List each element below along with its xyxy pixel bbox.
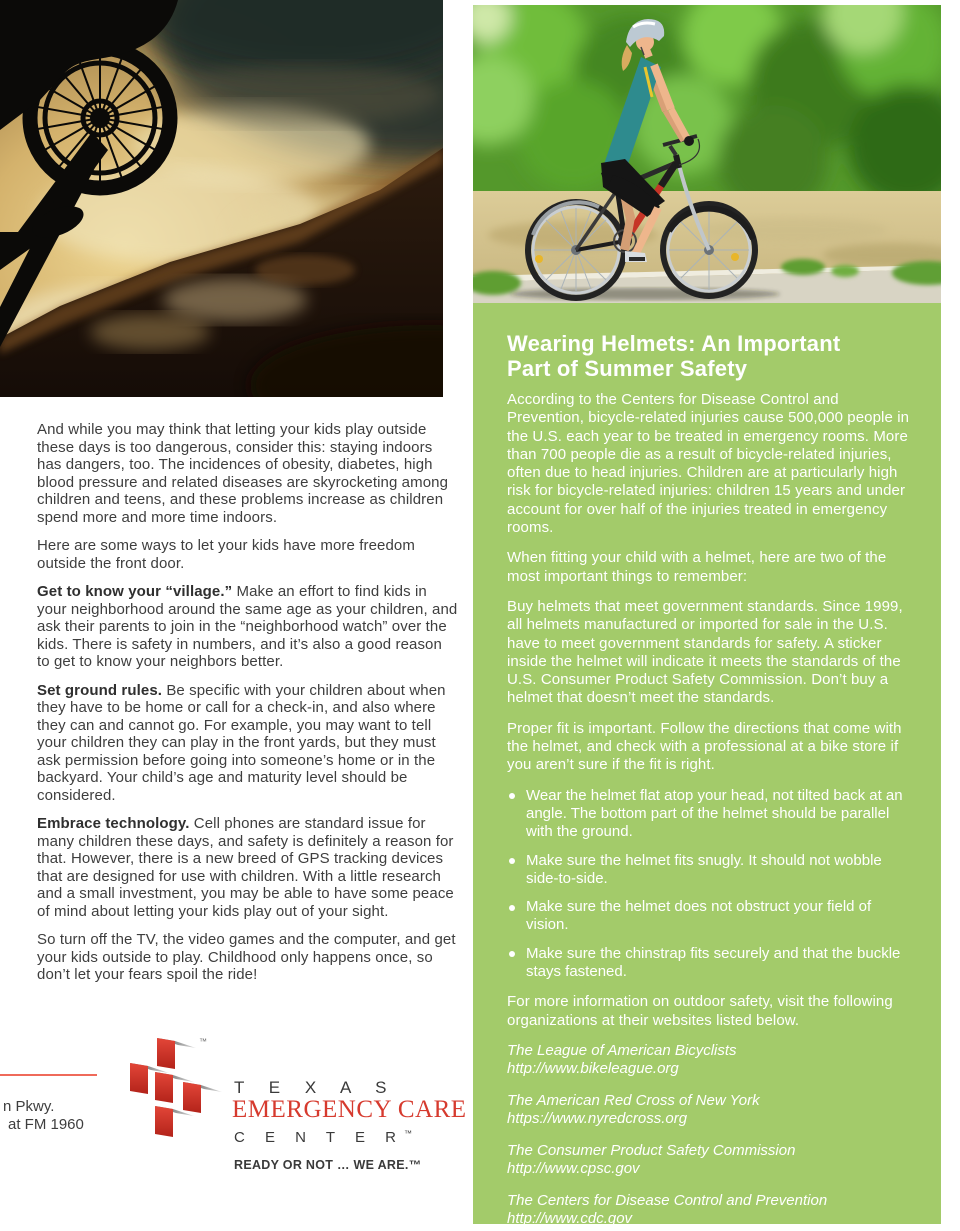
logo-trademark: ™: [403, 1129, 412, 1138]
panel-paragraph: According to the Centers for Disease Control and Prevention, bicycle-related injuries cause 500,000 people in the U.S. each year to be treated in emergency rooms. More than 700 people die as a result of bicycle-related injuries, often due to head injuries. Children are at particularly high risk for bicycle-related injuries: children 15 years and under account for over half of the injuries treated in emergency rooms.: [507, 391, 910, 537]
logo-center-text: C E N T E R: [234, 1129, 404, 1146]
front-reflector: [731, 253, 739, 261]
paragraph-text: So turn off the TV, the video games and the computer, and get your kids outside to play. Childhood only happens once, so don’t let your fears spoil the ride!: [37, 931, 456, 983]
address-line-2: at FM 1960: [8, 1116, 84, 1133]
paragraph-lead: Set ground rules.: [37, 681, 167, 699]
paragraph-text: Here are some ways to let your kids have more freedom outside the front door.: [37, 537, 415, 572]
resource-url[interactable]: http://www.cdc.gov: [507, 1210, 633, 1228]
panel-heading-line2: Part of Summer Safety: [507, 356, 748, 381]
resource-link: [507, 1042, 913, 1079]
panel-heading-line1: Wearing Helmets: An Important: [507, 331, 841, 356]
helmet-tip-item: Make sure the helmet does not obstruct your field of vision.: [507, 898, 913, 935]
helmet-tip-item: Make sure the helmet fits snugly. It should not wobble side-to-side.: [507, 852, 913, 889]
panel-closing-paragraph: For more information on outdoor safety, visit the following organizations at their websites listed below.: [507, 993, 893, 1029]
bike-silhouette-illustration: [0, 0, 443, 397]
paragraph: [37, 421, 458, 526]
cube-right: [183, 1082, 222, 1113]
texas-emergency-care-logo-icon: [127, 1036, 235, 1153]
rear-reflector: [535, 255, 543, 263]
paragraph: [37, 537, 458, 572]
glove: [684, 136, 694, 146]
resource-name: The American Red Cross of New York: [507, 1091, 760, 1109]
paragraph-lead: Embrace technology.: [37, 815, 194, 832]
logo-word-center: [234, 1129, 412, 1146]
red-cubes-cross-icon: [127, 1036, 235, 1148]
resource-name: The League of American Bicyclists: [507, 1041, 737, 1059]
resource-link: [507, 1142, 913, 1179]
panel-heading: [507, 331, 913, 381]
left-body-text: [37, 421, 458, 995]
helmet-safety-panel: [473, 303, 941, 1228]
panel-paragraph: When fitting your child with a helmet, here are two of the most important things to remember:: [507, 549, 887, 585]
resource-link: [507, 1192, 913, 1229]
paragraph: [37, 583, 458, 671]
icon-trademark: ™: [199, 1037, 207, 1046]
address-divider-rule: [0, 1074, 97, 1076]
paragraph: [37, 815, 458, 920]
helmet-tip-item: Wear the helmet flat atop your head, not tilted back at an angle. The bottom part of the helmet should be parallel with the ground.: [507, 787, 913, 842]
paragraph-text: Be specific with your children about when they have to be home or call for a check-in, and also where they can and cannot go. For example, you may want to tell your children they can play in the front yards, but they must ask permission before going into someone’s home or in the backyard. Your child’s age and maturity level should be considered.: [37, 681, 446, 804]
resource-name: The Centers for Disease Control and Prevention: [507, 1191, 828, 1209]
paragraph-text: Cell phones are standard issue for many children these days, and safety is definitely a reason for that. However, there is a new breed of GPS tracking devices that are designed for use with children. With a little research and a small investment, you may be able to have some peace of mind about letting your kids play out of your sight.: [37, 815, 454, 920]
hero-photo-bike-silhouette: [0, 0, 443, 397]
resource-url[interactable]: https://www.nyredcross.org: [507, 1110, 688, 1128]
address-line-1: n Pkwy.: [3, 1098, 55, 1115]
pedal: [629, 257, 645, 261]
logo-word-emergency-care: EMERGENCY CARE: [232, 1096, 467, 1123]
resource-url[interactable]: http://www.cpsc.gov: [507, 1160, 640, 1178]
paragraph-lead: Get to know your “village.”: [37, 583, 237, 600]
paragraph: [37, 931, 458, 984]
cube-top: [157, 1038, 196, 1069]
logo-tagline: READY OR NOT … WE ARE.™: [234, 1158, 422, 1172]
hero-photo-girl-cycling: [473, 5, 941, 303]
logo-word-texas: T E X A S: [234, 1078, 397, 1097]
panel-paragraph: Buy helmets that meet government standards. Since 1999, all helmets manufactured or imported for sale in the U.S. have to meet government standards for safety. A sticker inside the helmet will indicate it meets the standards of the U.S. Consumer Product Safety Commission. Don’t buy a helmet that doesn’t meet the standards.: [507, 597, 903, 707]
panel-paragraph: Proper fit is important. Follow the directions that come with the helmet, and check with a professional at a bike store if you aren’t sure if the fit is right.: [507, 719, 902, 774]
girl-cycling-illustration: [473, 5, 941, 303]
resource-url[interactable]: http://www.bikeleague.org: [507, 1060, 679, 1078]
helmet-tips-list: [507, 787, 913, 982]
paragraph-text: Make an effort to find kids in your neighborhood around the same age as your children, and ask their parents to join in the “neighborhood watch” over the kids. There is safety in numbers, and it’s also a good reason to get to know your neighbors better.: [37, 583, 458, 670]
helmet-tip-item: Make sure the chinstrap fits securely and that the buckle stays fastened.: [507, 945, 913, 982]
paragraph: [37, 682, 458, 805]
paragraph-text: And while you may think that letting your kids play outside these days is too dangerous, consider this: staying indoors has dangers, too. The incidences of obesity, diabetes, high blood pressure and related diseases are skyrocketing among children and teens, and these problems increase as children spend more and more time indoors.: [37, 421, 449, 526]
resource-link: [507, 1092, 913, 1129]
resource-name: The Consumer Product Safety Commission: [507, 1141, 796, 1159]
